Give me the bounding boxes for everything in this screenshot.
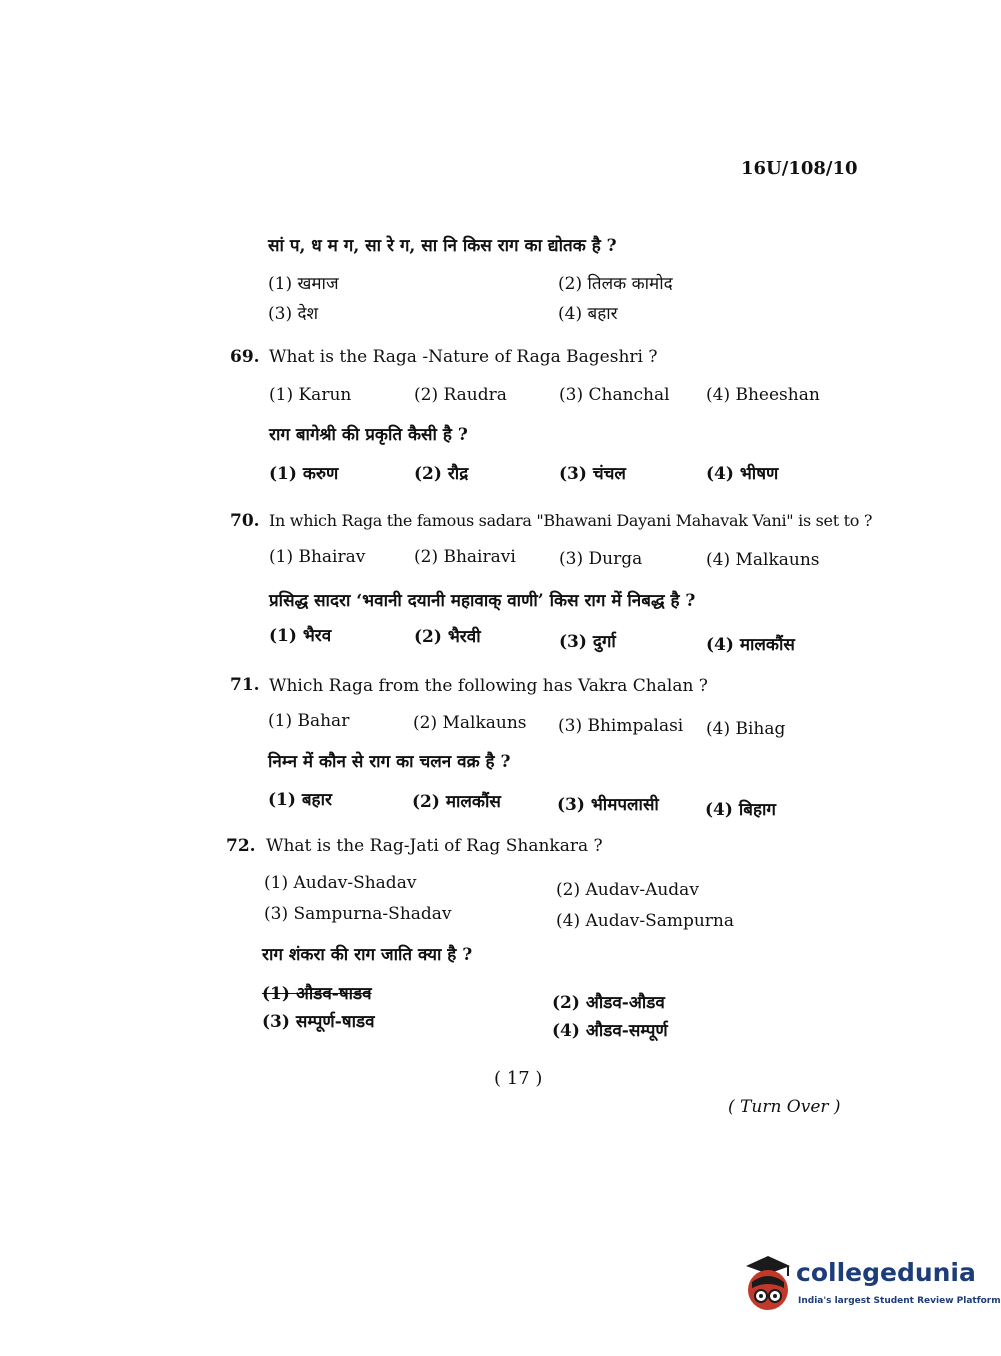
q70-hindi-option-3: (3) दुर्गा xyxy=(559,632,616,652)
q69-option-1: (1) Karun xyxy=(269,385,352,405)
q71-question: Which Raga from the following has Vakra Chalan ? xyxy=(269,676,708,696)
q70-hindi-option-1: (1) भैरव xyxy=(269,626,332,646)
q72-option-1: (1) Audav-Shadav xyxy=(264,873,417,893)
q68-option-3: (3) देश xyxy=(268,304,319,324)
q69-question: What is the Raga -Nature of Raga Bageshri ? xyxy=(269,347,658,367)
q69-option-3: (3) Chanchal xyxy=(559,385,670,405)
q69-hindi-option-1: (1) करुण xyxy=(269,464,339,484)
q72-hindi-option-3: (3) सम्पूर्ण-षाडव xyxy=(262,1012,375,1032)
paper-code: 16U/108/10 xyxy=(741,158,858,179)
q69-hindi-option-3: (3) चंचल xyxy=(559,464,626,484)
q70-question: In which Raga the famous sadara "Bhawani Dayani Mahavak Vani" is set to ? xyxy=(269,511,873,530)
q72-hindi-question: राग शंकरा की राग जाति क्या है ? xyxy=(262,945,473,965)
q70-hindi-question: प्रसिद्ध सादरा ‘भवानी दयानी महावाक् वाणी’ किस राग में निबद्ध है ? xyxy=(269,591,696,611)
q72-hindi-option-1: (1) औडव-षाडव xyxy=(262,984,372,1004)
q68-option-2: (2) तिलक कामोद xyxy=(558,274,673,294)
q69-option-2: (2) Raudra xyxy=(414,385,507,405)
q72-question: What is the Rag-Jati of Rag Shankara ? xyxy=(266,836,603,856)
q72-option-3: (3) Sampurna-Shadav xyxy=(264,904,452,924)
q71-number: 71. xyxy=(230,675,260,695)
q69-option-4: (4) Bheeshan xyxy=(706,385,820,405)
brand-tagline: India's largest Student Review Platform xyxy=(798,1296,1001,1306)
q72-hindi-option-2: (2) औडव-औडव xyxy=(552,993,665,1013)
q71-hindi-question: निम्न में कौन से राग का चलन वक्र है ? xyxy=(268,752,511,772)
q68-option-1: (1) खमाज xyxy=(268,274,339,294)
q69-hindi-option-4: (4) भीषण xyxy=(706,464,779,484)
q69-hindi-question: राग बागेश्री की प्रकृति कैसी है ? xyxy=(269,425,468,445)
q70-hindi-option-2: (2) भैरवी xyxy=(414,627,481,647)
q68-hindi-question: सां प, ध म ग, सा रे ग, सा नि किस राग का द्योतक है ? xyxy=(268,236,617,256)
mascot-icon xyxy=(738,1252,798,1316)
q70-option-3: (3) Durga xyxy=(559,549,643,569)
brand-name: collegedunia xyxy=(796,1258,976,1287)
q71-hindi-option-1: (1) बहार xyxy=(268,790,332,810)
q70-option-2: (2) Bhairavi xyxy=(414,547,516,567)
q71-option-1: (1) Bahar xyxy=(268,711,350,731)
page-number: ( 17 ) xyxy=(494,1068,543,1089)
q69-number: 69. xyxy=(230,347,260,367)
q71-option-4: (4) Bihag xyxy=(706,719,786,739)
q69-hindi-option-2: (2) रौद्र xyxy=(414,464,469,484)
collegedunia-watermark xyxy=(738,1252,1001,1322)
q68-option-4: (4) बहार xyxy=(558,304,618,324)
q70-number: 70. xyxy=(230,511,260,531)
q70-option-4: (4) Malkauns xyxy=(706,550,820,570)
q71-hindi-option-2: (2) मालकौंस xyxy=(412,792,501,812)
q71-hindi-option-3: (3) भीमपलासी xyxy=(557,795,659,815)
turn-over-note: ( Turn Over ) xyxy=(728,1097,841,1117)
q72-hindi-option-4: (4) औडव-सम्पूर्ण xyxy=(552,1021,668,1041)
q72-option-2: (2) Audav-Audav xyxy=(556,880,699,900)
q71-option-3: (3) Bhimpalasi xyxy=(558,716,684,736)
q71-hindi-option-4: (4) बिहाग xyxy=(705,800,776,820)
q72-number: 72. xyxy=(226,836,256,856)
q71-option-2: (2) Malkauns xyxy=(413,713,527,733)
q70-hindi-option-4: (4) मालकौंस xyxy=(706,635,795,655)
q70-option-1: (1) Bhairav xyxy=(269,547,366,567)
q72-option-4: (4) Audav-Sampurna xyxy=(556,911,735,931)
